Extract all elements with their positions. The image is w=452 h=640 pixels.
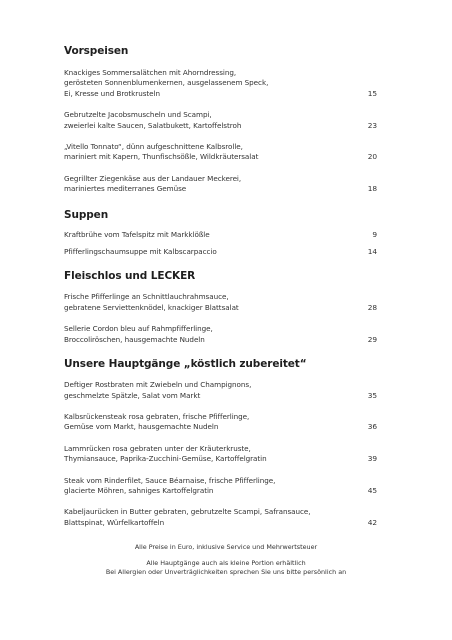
item-line: Broccoliröschen, hausgemachte Nudeln: [64, 334, 205, 344]
item-description: [64, 110, 334, 131]
item-description: [64, 412, 334, 433]
item-line: Kraftbrühe vom Tafelspitz mit Markklößle: [64, 229, 210, 239]
menu-item: [64, 412, 377, 433]
menu-item: [64, 230, 377, 240]
item-description: [64, 476, 334, 497]
section-fleischlos: [64, 269, 377, 345]
item-line: Gegrillter Ziegenkäse aus der Landauer Meckerei,: [64, 173, 242, 183]
item-line: mariniertes mediterranes Gemüse: [64, 184, 187, 194]
item-line: mariniert mit Kapern, Thunfischsößle, Wildkräutersalat: [64, 152, 259, 162]
footer-allergy-note: Bei Allergien oder Unverträglichkeiten sprechen Sie uns bitte persönlich an: [105, 568, 347, 576]
footer-prices-note: Alle Preise in Euro, inklusive Service und Mehrwertsteuer: [134, 543, 318, 551]
item-description: [64, 292, 334, 313]
footer-notes: [0, 543, 452, 577]
menu-item: [64, 444, 377, 465]
menu-item: [64, 507, 377, 528]
menu-item: [64, 247, 377, 257]
item-description: [64, 380, 334, 401]
item-line: Gemüse vom Markt, hausgemachte Nudeln: [64, 422, 219, 432]
item-line: Gebrutzelte Jacobsmuscheln und Scampi,: [64, 110, 212, 120]
item-description: [64, 230, 334, 240]
item-price: 39: [367, 454, 377, 464]
item-line: „Vitello Tonnato“, dünn aufgeschnittene Kalbsrolle,: [64, 142, 243, 152]
menu-item: [64, 380, 377, 401]
item-description: [64, 507, 334, 528]
item-description: [64, 324, 334, 345]
item-price: 36: [367, 422, 377, 432]
menu-item: [64, 476, 377, 497]
item-price: 20: [367, 152, 377, 162]
item-line: Blattspinat, Würfelkartoffeln: [64, 517, 165, 527]
item-description: [64, 174, 334, 195]
item-line: Sellerie Cordon bleu auf Rahmpfifferlinge,: [64, 324, 213, 334]
menu-item: [64, 110, 377, 131]
item-line: Steak vom Rinderfilet, Sauce Béarnaise, frische Pfifferlinge,: [64, 475, 276, 485]
footer-portion-note: Alle Hauptgänge auch als kleine Portion erhältlich: [146, 559, 306, 567]
item-line: Deftiger Rostbraten mit Zwiebeln und Champignons,: [64, 380, 252, 390]
item-description: [64, 68, 334, 99]
item-line: zweierlei kalte Saucen, Salatbukett, Kartoffelstroh: [64, 120, 242, 130]
menu-item: [64, 68, 377, 99]
menu-item: [64, 174, 377, 195]
item-line: gerösteten Sonnenblumenkernen, ausgelassenem Speck,: [64, 78, 269, 88]
section-vorspeisen: [64, 44, 377, 195]
item-price: 42: [367, 517, 377, 527]
section-suppen: [64, 208, 377, 258]
section-title: Fleischlos und LECKER: [64, 270, 196, 283]
menu-item: [64, 292, 377, 313]
section-title: Vorspeisen: [64, 45, 129, 57]
item-description: [64, 444, 334, 465]
item-line: glacierte Möhren, sahniges Kartoffelgratin: [64, 485, 214, 495]
item-description: [64, 247, 334, 257]
item-price: 28: [367, 302, 377, 312]
item-price: 9: [372, 229, 377, 239]
item-line: geschmelzte Spätzle, Salat vom Markt: [64, 390, 201, 400]
item-line: Lammrücken rosa gebraten unter der Kräuterkruste,: [64, 443, 251, 453]
item-price: 18: [367, 184, 377, 194]
section-title: Unsere Hauptgänge „köstlich zubereitet“: [64, 358, 307, 371]
menu-list: [64, 44, 377, 528]
item-line: Frische Pfifferlinge an Schnittlauchrahmsauce,: [64, 292, 229, 302]
item-line: Ei, Kresse und Brotkrusteln: [64, 88, 160, 98]
section-hauptgaenge: [64, 357, 377, 528]
item-line: Pfifferlingschaumsuppe mit Kalbscarpaccio: [64, 247, 217, 257]
menu-item: [64, 324, 377, 345]
item-line: gebratene Serviettenknödel, knackiger Blattsalat: [64, 302, 239, 312]
item-price: 45: [367, 485, 377, 495]
menu-item: [64, 142, 377, 163]
item-price: 35: [367, 390, 377, 400]
item-line: Kabeljaurücken in Butter gebraten, gebrutzelte Scampi, Safransauce,: [64, 507, 311, 517]
item-price: 15: [367, 88, 377, 98]
item-line: Thymiansauce, Paprika-Zucchini-Gemüse, Kartoffelgratin: [64, 454, 267, 464]
item-price: 23: [367, 120, 377, 130]
item-price: 29: [367, 334, 377, 344]
item-line: Kalbsrückensteak rosa gebraten, frische Pfifferlinge,: [64, 411, 250, 421]
item-price: 14: [367, 247, 377, 257]
section-title: Suppen: [64, 208, 109, 221]
item-line: Knackiges Sommersalätchen mit Ahorndressing,: [64, 68, 237, 77]
item-description: [64, 142, 334, 163]
